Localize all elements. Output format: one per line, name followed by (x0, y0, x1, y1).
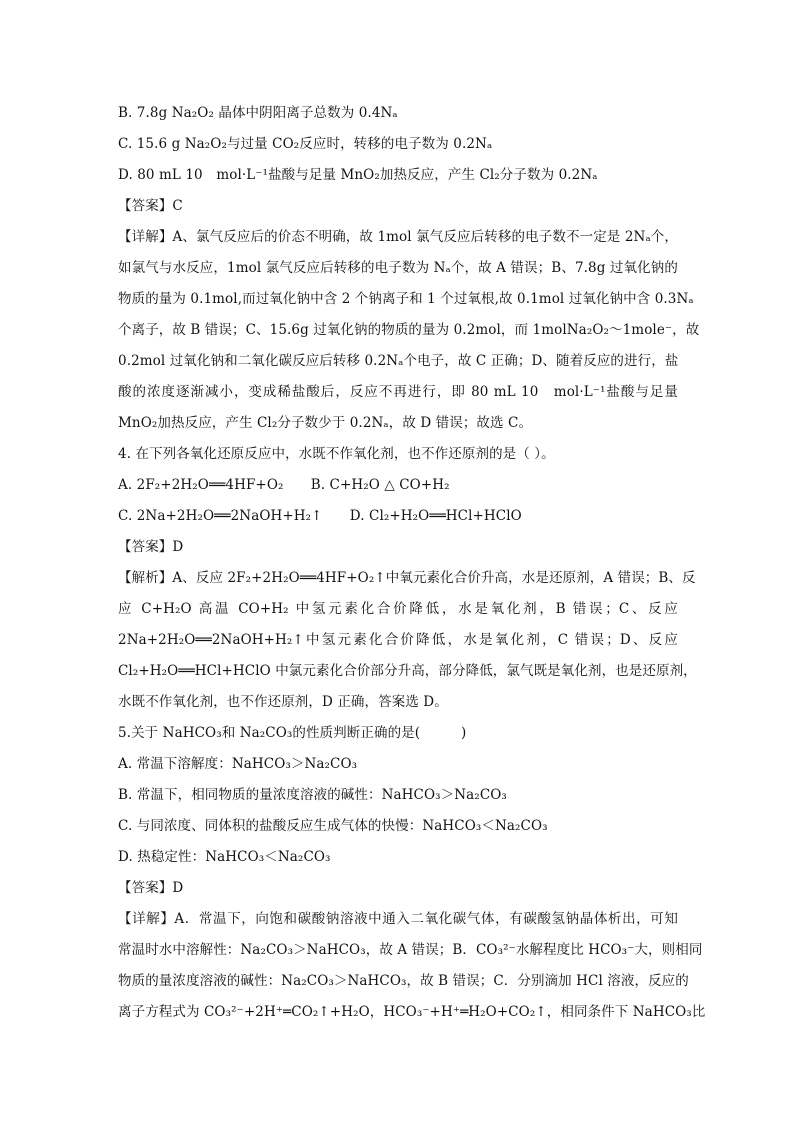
explanation-line: 物质的量浓度溶液的碱性：Na₂CO₃＞NaHCO₃，故 B 错误；C．分别滴加 HCl 溶液，反应的 (118, 973, 689, 989)
explanation-line: 常温时水中溶解性：Na₂CO₃＞NaHCO₃，故 A 错误；B．CO₃²⁻水解程度比 HCO₃⁻大，则相同 (118, 942, 703, 958)
option-d-line: D. 80 mL 10 mol·L⁻¹盐酸与足量 MnO₂加热反应，产生 Cl₂分子数为 0.2Nₐ (118, 167, 598, 183)
analysis-line: 应 C+H₂O 高温 CO+H₂ 中氢元素化合价降低，水是氧化剂，B 错误；C、反应 (118, 601, 678, 617)
question-5-option-c: C. 与同浓度、同体积的盐酸反应生成气体的快慢：NaHCO₃＜Na₂CO₃ (118, 818, 548, 834)
explanation-line: 【详解】A、氯气反应后的价态不明确，故 1mol 氯气反应后转移的电子数不一定是 2Nₐ个， (118, 229, 678, 245)
option-c-line: C. 15.6 g Na₂O₂与过量 CO₂反应时，转移的电子数为 0.2Nₐ (118, 136, 493, 152)
answer-line: 【答案】C (118, 198, 183, 214)
answer-line: 【答案】D (118, 880, 184, 896)
explanation-line: 如氯气与水反应，1mol 氯气反应后转移的电子数为 Nₐ个，故 A 错误；B、7.8g 过氧化钠的 (118, 260, 678, 276)
explanation-line: MnO₂加热反应，产生 Cl₂分子数少于 0.2Nₐ，故 D 错误；故选 C。 (118, 415, 533, 431)
explanation-line: 0.2mol 过氧化钠和二氧化碳反应后转移 0.2Nₐ个电子，故 C 正确；D、随着反应的进行，盐 (118, 353, 679, 369)
question-5-option-d: D. 热稳定性：NaHCO₃＜Na₂CO₃ (118, 849, 331, 865)
question-5-option-a: A. 常温下溶解度：NaHCO₃＞Na₂CO₃ (118, 756, 358, 772)
question-4: 4. 在下列各氧化还原反应中，水既不作氧化剂，也不作还原剂的是（ ）。 (118, 446, 555, 462)
question-5-option-b: B. 常温下，相同物质的量浓度溶液的碱性：NaHCO₃＞Na₂CO₃ (118, 787, 507, 803)
explanation-line: 离子方程式为 CO₃²⁻+2H⁺═CO₂↑+H₂O，HCO₃⁻+H⁺═H₂O+CO₂↑，相同条件下 NaHCO₃比 (118, 1004, 706, 1020)
answer-line: 【答案】D (118, 539, 184, 555)
explanation-line: 酸的浓度逐渐减小，变成稀盐酸后，反应不再进行，即 80 mL 10 mol·L⁻¹盐酸与足量 (118, 384, 678, 400)
explanation-line: 【详解】A．常温下，向饱和碳酸钠溶液中通入二氧化碳气体，有碳酸氢钠晶体析出，可知 (118, 911, 678, 927)
option-b-line: B. 7.8g Na₂O₂ 晶体中阴阳离子总数为 0.4Nₐ (118, 105, 398, 121)
question-4-options-ab: A. 2F₂+2H₂O══4HF+O₂ B. C+H₂O △ CO+H₂ (118, 477, 450, 493)
analysis-line: 【解析】A、反应 2F₂+2H₂O══4HF+O₂↑中氧元素化合价升高，水是还原剂，A 错误；B、反 (118, 570, 696, 586)
explanation-line: 个离子，故 B 错误；C、15.6g 过氧化钠的物质的量为 0.2mol，而 1molNa₂O₂～1mole⁻，故 (118, 322, 700, 338)
analysis-line: 2Na+2H₂O══2NaOH+H₂↑中氢元素化合价降低，水是氧化剂，C 错误；D、反应 (118, 632, 678, 648)
question-4-options-cd: C. 2Na+2H₂O══2NaOH+H₂↑ D. Cl₂+H₂O══HCl+HClO (118, 508, 522, 524)
explanation-line: 物质的量为 0.1mol,而过氧化钠中含 2 个钠离子和 1 个过氧根,故 0.1mol 过氧化钠中含 0.3Nₐ (118, 291, 694, 307)
question-5: 5.关于 NaHCO₃和 Na₂CO₃的性质判断正确的是( ) (118, 725, 467, 741)
analysis-line: 水既不作氧化剂，也不作还原剂，D 正确，答案选 D。 (118, 694, 448, 710)
analysis-line: Cl₂+H₂O══HCl+HClO 中氯元素化合价部分升高，部分降低，氯气既是氧化剂，也是还原剂， (118, 663, 697, 679)
